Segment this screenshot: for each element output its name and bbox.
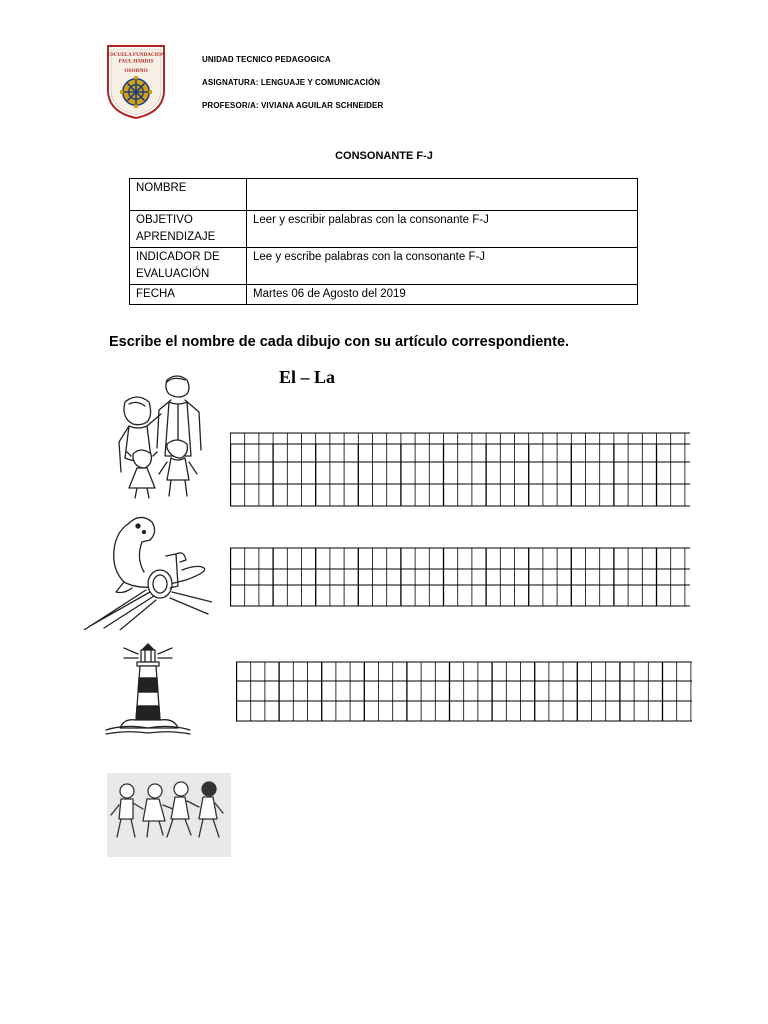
table-row: [130, 248, 638, 285]
row-value: Leer y escribir palabras con la consonante F-J: [247, 211, 638, 248]
articles-label: El – La: [279, 367, 336, 387]
row-label: INDICADOR DE EVALUACIÓN: [130, 248, 247, 285]
header-unit: UNIDAD TECNICO PEDAGOGICA: [202, 55, 331, 64]
logo-city: OSORNO: [124, 68, 148, 74]
lighthouse-icon: [104, 640, 192, 736]
row-value: Martes 06 de Agosto del 2019: [247, 285, 638, 305]
family-icon: [107, 370, 207, 502]
table-row: [130, 179, 638, 211]
page-title: CONSONANTE F-J: [335, 150, 433, 162]
logo-school-line2: PAUL HARRIS: [118, 58, 154, 65]
writing-grid-2[interactable]: [230, 545, 690, 609]
row-value: Lee y escribe palabras con la consonante F-J: [247, 248, 638, 285]
instruction-text: Escribe el nombre de cada dibujo con su artículo correspondiente.: [109, 334, 570, 350]
school-logo: [106, 44, 166, 120]
row-label: FECHA: [130, 285, 247, 305]
children-walking-icon: [107, 773, 231, 857]
info-table: [129, 178, 638, 305]
name-field[interactable]: [247, 179, 638, 211]
row-label: NOMBRE: [130, 179, 247, 211]
table-row: [130, 211, 638, 248]
header-subject: ASIGNATURA: LENGUAJE Y COMUNICACIÓN: [202, 78, 381, 87]
row-label: OBJETIVO APRENDIZAJE: [130, 211, 247, 248]
logo-school-line1: ESCUELA FUNDACION: [107, 52, 165, 58]
table-row: [130, 285, 638, 305]
header-teacher: PROFESOR/A: VIVIANA AGUILAR SCHNEIDER: [202, 101, 384, 110]
writing-grid-3[interactable]: [236, 659, 692, 725]
seal-icon: [80, 510, 212, 630]
writing-grid-1[interactable]: [230, 430, 690, 510]
